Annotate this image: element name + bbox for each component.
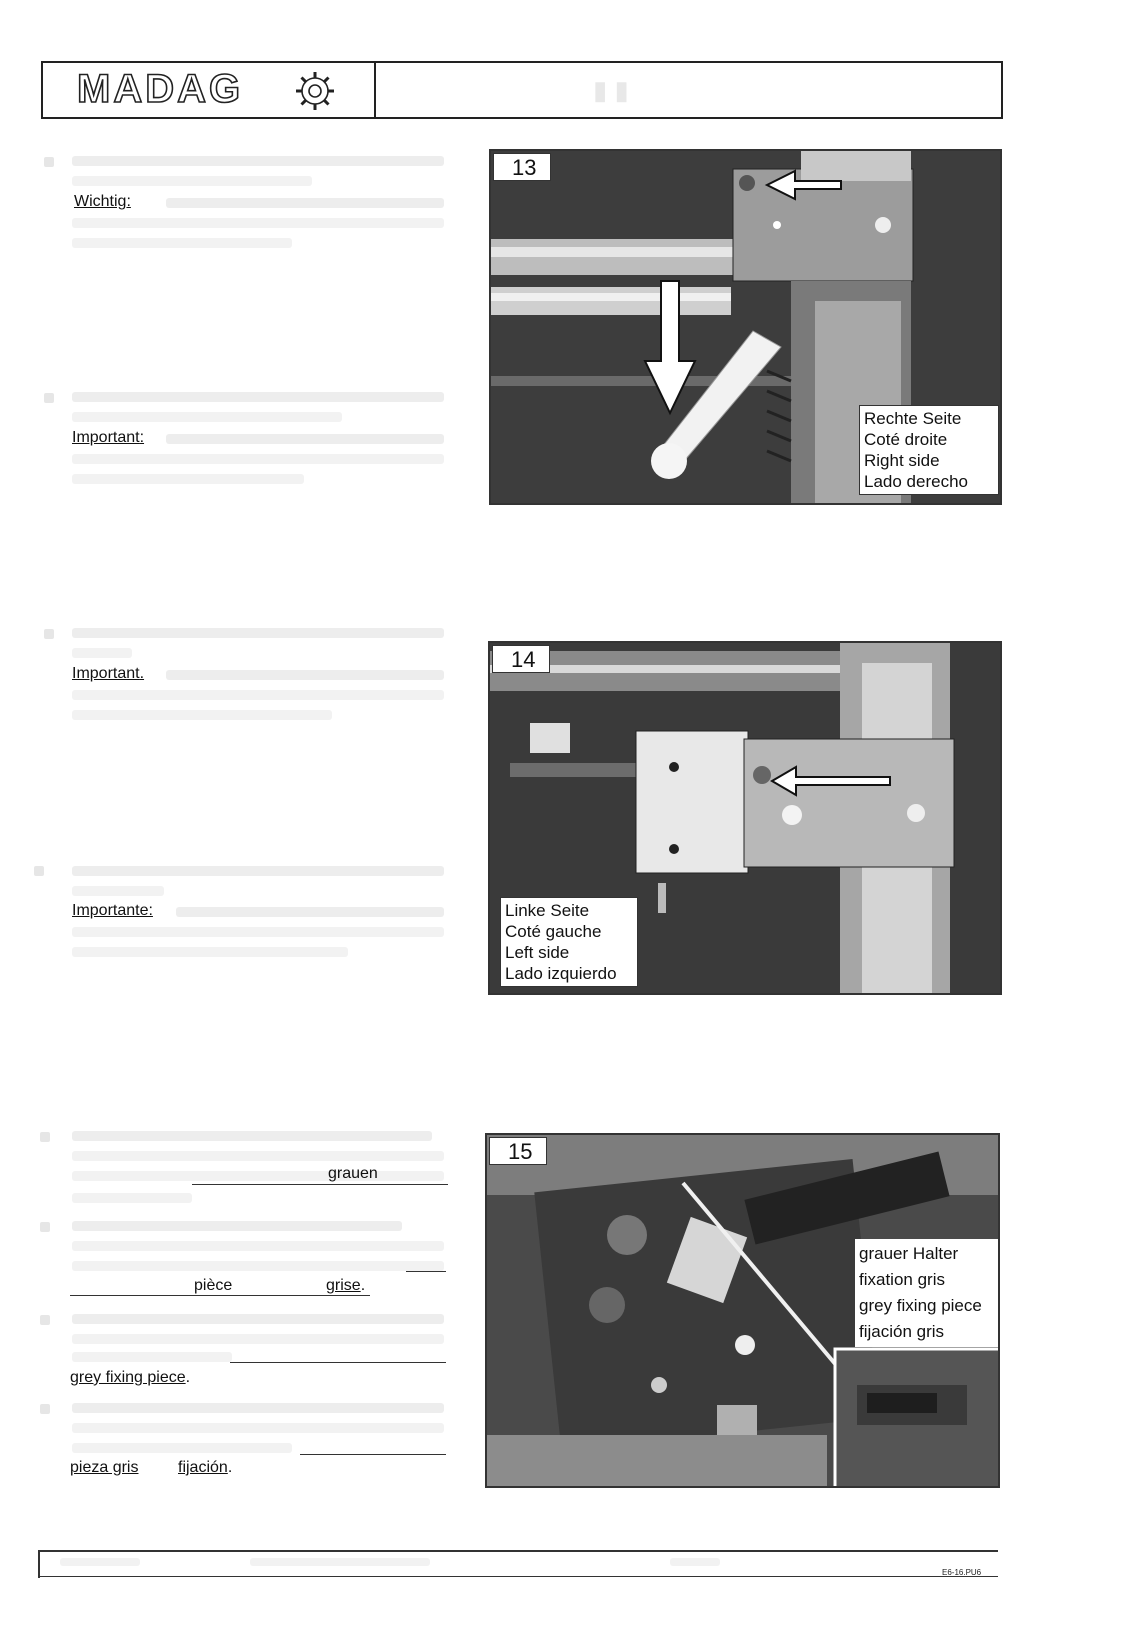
figure-number: 15	[489, 1137, 547, 1165]
word-pieza-gris: pieza gris	[70, 1459, 139, 1476]
step-number	[40, 1132, 50, 1142]
figure-14	[488, 641, 1002, 995]
footer-top-rule	[38, 1550, 998, 1552]
gear-icon	[293, 69, 337, 113]
label-important-en: Important:	[72, 429, 145, 446]
faded-text	[72, 1241, 444, 1251]
faded-text	[72, 927, 444, 937]
faded-text	[72, 886, 164, 896]
label-important-fr: Important.	[72, 665, 145, 682]
figure-number: 14	[492, 645, 550, 673]
figure-15	[485, 1133, 1000, 1488]
faded-text	[72, 1352, 232, 1362]
figure-caption: grauer Halter fixation gris grey fixing piece fijación gris	[855, 1239, 1000, 1347]
step-number	[40, 1404, 50, 1414]
step-number	[44, 157, 54, 167]
figure-caption: Rechte Seite Coté droite Right side Lado derecho	[859, 405, 999, 495]
footer-left-rule	[38, 1550, 40, 1578]
faded-text	[166, 198, 444, 208]
figure-number: 13	[493, 153, 551, 181]
step-number	[34, 866, 44, 876]
header-divider	[374, 63, 376, 117]
word-grauen: grauen	[328, 1165, 378, 1182]
faded-text	[72, 710, 332, 720]
step-number	[40, 1222, 50, 1232]
faded-text	[72, 176, 312, 186]
faded-text	[72, 1261, 444, 1271]
faded-text	[72, 947, 348, 957]
faded-text	[72, 412, 342, 422]
faded-text	[72, 690, 444, 700]
faded-text	[72, 1171, 444, 1181]
faded-text	[250, 1558, 430, 1566]
faded-text	[166, 434, 444, 444]
faded-text	[72, 1131, 432, 1141]
figure-caption: Linke Seite Coté gauche Left side Lado izquierdo	[500, 897, 638, 987]
footer-bottom-rule	[38, 1576, 998, 1577]
word-grey-fixing-piece: grey fixing piece.	[70, 1369, 191, 1386]
faded-text	[72, 238, 292, 248]
faded-text	[670, 1558, 720, 1566]
faded-text	[72, 1403, 444, 1413]
label-wichtig: Wichtig:	[74, 193, 131, 210]
faded-text	[72, 1443, 292, 1453]
underline	[300, 1454, 446, 1455]
faded-text	[72, 454, 444, 464]
faded-text	[72, 628, 444, 638]
header-faded-title: ▮ ▮	[593, 75, 629, 105]
step-number	[44, 629, 54, 639]
faded-text	[72, 474, 304, 484]
faded-text	[166, 670, 444, 680]
faded-text	[72, 1151, 444, 1161]
faded-text	[60, 1558, 140, 1566]
label-importante: Importante:	[72, 902, 153, 919]
underline	[230, 1362, 446, 1363]
faded-text	[72, 1334, 444, 1344]
word-piece: pièce	[194, 1277, 233, 1294]
underline	[192, 1184, 448, 1185]
faded-text	[72, 1221, 402, 1231]
step-number	[40, 1315, 50, 1325]
faded-text	[72, 648, 132, 658]
faded-text	[72, 866, 444, 876]
underline	[406, 1271, 446, 1272]
footer-code: E6-16.PU6	[942, 1568, 982, 1577]
faded-text	[72, 156, 444, 166]
faded-text	[176, 907, 444, 917]
faded-text	[72, 1423, 444, 1433]
faded-text	[72, 218, 444, 228]
word-grise: grise.	[326, 1277, 366, 1294]
faded-text	[72, 1314, 444, 1324]
word-fijacion: fijación.	[178, 1459, 233, 1476]
underline	[70, 1295, 370, 1296]
page-header	[41, 61, 1003, 119]
faded-text	[72, 1193, 192, 1203]
figure-13	[489, 149, 1002, 505]
faded-text	[72, 392, 444, 402]
company-logo: MADAG	[77, 67, 244, 111]
step-number	[44, 393, 54, 403]
